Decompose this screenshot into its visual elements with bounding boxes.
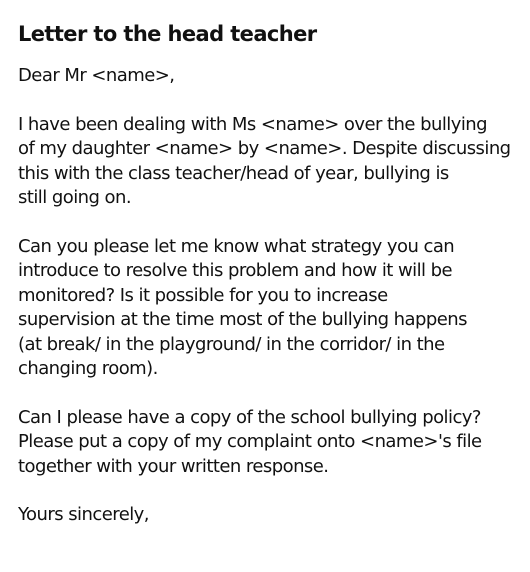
paragraph-line: together with your written response.	[18, 455, 329, 477]
closing-line: Yours sincerely,	[18, 504, 149, 525]
paragraph-line: Can you please let me know what strategy you can	[18, 235, 455, 257]
letter-title: Letter to the head teacher	[18, 22, 317, 46]
paragraph-line: Can I please have a copy of the school bullying policy?	[18, 406, 481, 428]
paragraph-line: Please put a copy of my complaint onto <name>'s file	[18, 431, 482, 452]
body-paragraph-2	[18, 235, 518, 382]
closing-paragraph	[18, 503, 518, 528]
paragraph-line: this with the class teacher/head of year, bullying is	[18, 162, 449, 184]
paragraph-line: introduce to resolve this problem and how it will be	[18, 260, 453, 281]
paragraph-line: of my daughter <name> by <name>. Despite discussing	[18, 138, 511, 159]
paragraph-line: (at break/ in the playground/ in the corridor/ in the	[18, 333, 445, 355]
body-paragraph-3	[18, 406, 518, 480]
greeting-line: Dear Mr <name>,	[18, 65, 175, 86]
paragraph-line: monitored? Is it possible for you to increase	[18, 284, 388, 306]
body-paragraph-1	[18, 113, 518, 211]
paragraph-line: supervision at the time most of the bullying happens	[18, 309, 467, 330]
paragraph-line: still going on.	[18, 187, 132, 208]
greeting-paragraph	[18, 64, 518, 89]
paragraph-line: changing room).	[18, 358, 158, 379]
paragraph-line: I have been dealing with Ms <name> over the bullying	[18, 113, 488, 135]
letter-document	[18, 20, 518, 528]
